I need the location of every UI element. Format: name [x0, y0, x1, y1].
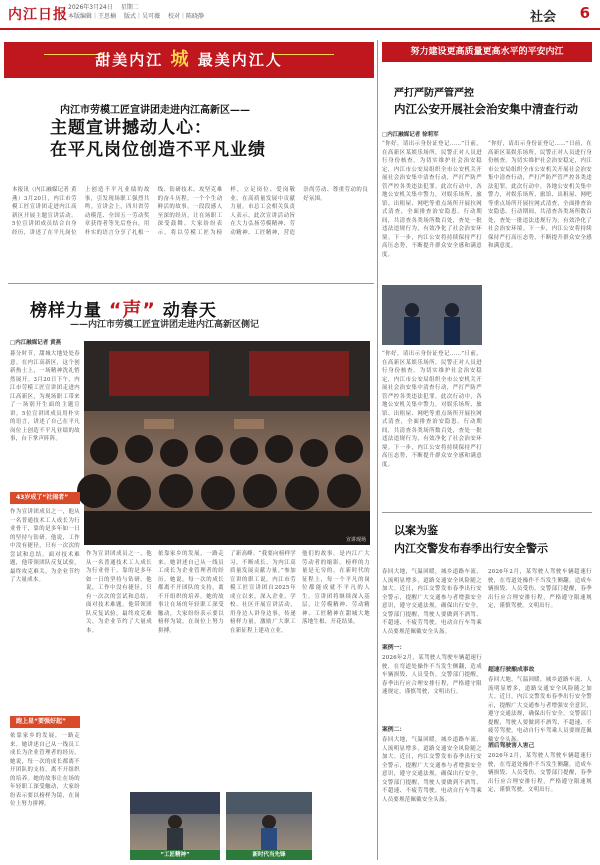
feature-subtitle: ——内江市劳模工匠宣讲团走进内江高新区侧记: [70, 320, 260, 330]
banner-pre: 甜美内江: [95, 51, 164, 69]
traffic-col1: 春回大地，气温回暖，城乡道路车流、人流明显增多，道路交通安全风险随之加大。近日，内江交警发布春季出行安全警示，提醒广大交通参与者增强安全意识，遵守交通法规，确保出行安全。交警部门提醒，驾驶人要做到不酒驾、不超速、不疲劳驾驶，电动自行车驾乘人员要规范佩戴安全头盔。: [382, 569, 482, 635]
photo-caption-bar-2: 新时代当先锋: [226, 850, 312, 860]
traffic-col1b: 2026年2月，某驾驶人驾驶车辆超速行驶，在弯道处操作不当发生侧翻，造成车辆损毁、人员受伤。交警部门提醒，春季出行应合理安排行程，严格遵守限速规定，谨慎驾驶，文明出行。: [382, 655, 482, 695]
lead-kicker: 内江市劳模工匠宣讲团走进内江高新区——: [60, 105, 250, 116]
lecture-photo-1: [130, 792, 220, 850]
lead-body: 本报讯（内江融媒记者 黄燕）3月20日，内江市劳模工匠宣讲团走进内江高新区开展主题宣讲活动。5位宣讲团成员结合自身经历，讲述了在平凡岗位上创造不平凡业绩的故事，引发现场职工强烈共鸣。宣讲会上，四川省劳动模范、全国五一劳动奖章获得者等先后登台，用朴实的语言分享了扎根一线、钻研技术、攻坚克难的奋斗历程。一个个生动鲜活的故事，一段段感人至深的经历，让在场职工深受鼓舞。大家纷纷表示，将以劳模工匠为榜样，立足岗位、爱岗敬业，在高质量发展中贡献力量。市总工会相关负责人表示，此次宣讲活动旨在大力弘扬劳模精神、劳动精神、工匠精神，营造崇尚劳动、尊重劳动的良好氛围。: [12, 187, 368, 236]
police-photo: [382, 285, 482, 345]
audience-photo: [84, 341, 370, 545]
case1-label: [382, 642, 405, 651]
police-col1b: “你好，请出示身份证登记……”日前，在高新区某娱乐场所，民警正对人员进行身份核查。为切实维护社会治安稳定，内江市公安局组织全市公安机关开展社会治安集中清查行动，严打严防严管严控各类违法犯罪。此次行动中，各地公安机关集中警力，对娱乐场所、旅馆、出租屋、网吧等重点场所开展拉网式清查，全面排查治安隐患。行动期间，共清查各类场所数百处，查处一批违法违规行为，有效净化了社会治安环境。下一步，内江公安将持续保持严打高压态势，不断提升群众安全感和满意度。: [382, 351, 482, 468]
photo-caption-bar-1: “工匠精神”: [130, 850, 220, 860]
banner-text: [4, 42, 374, 78]
feature-col1b: 作为宣讲团成员之一，他从一名普通技术工人成长为行业骨干，靠的是多年如一日的坚持与钻研。他说，工作中没有捷径，只有一次次的尝试和总结。面对技术难题，他带领团队反复试验，最终攻克难关，为企业节约了大量成本。: [10, 509, 80, 583]
police-byline: □内江融媒记者 徐莉军: [382, 132, 439, 138]
feature-col2: 作为宣讲团成员之一，他从一名普通技术工人成长为行业骨干，靠的是多年如一日的坚持与钻研。他说，工作中没有捷径，只有一次次的尝试和总结。面对技术难题，他带领团队反复试验，最终攻克难关，为企业节约了大量成本。: [86, 551, 152, 634]
case2-label-text: 案例二：: [382, 727, 406, 733]
page-number: 6: [579, 4, 590, 22]
traffic-col2c: 2026年2月，某驾驶人驾驶车辆超速行驶，在弯道处操作不当发生侧翻，造成车辆损毁、人员受伤。交警部门提醒，春季出行应合理安排行程，严格遵守限速规定，谨慎驾驶，文明出行。: [488, 753, 592, 793]
feature-title-emph: “声”: [108, 299, 156, 321]
lead-title-line1: 主题宣讲撼动人心：: [50, 118, 212, 138]
design-credit: 版式｜吴可薇: [124, 13, 161, 20]
banner-emphasis: 城: [170, 49, 191, 70]
feature-col3: 依靠家乡的发展，一路走来。她讲述自己从一线员工成长为企业管理者的经历。她说，每一次的成长都离不开团队的支持，离不开组织的培养。她的故事让在场的年轻职工深受触动，大家纷纷表示要以榜样为镜，在岗位上努力拼搏。: [158, 551, 224, 634]
editor-credit: 本版编辑｜王思楠: [68, 13, 117, 20]
newspaper-logo: 内江日报: [8, 7, 68, 23]
traffic-title: 内江交警发布春季出行安全警示: [394, 542, 548, 555]
police-col1: “你好，请出示身份证登记……”日前，在高新区某娱乐场所，民警正对人员进行身份核查。为切实维护社会治安稳定，内江市公安局组织全市公安机关开展社会治安集中清查行动，严打严防严管严控各类违法犯罪。此次行动中，各地公安机关集中警力，对娱乐场所、旅馆、出租屋、网吧等重点场所开展拉网式清查，全面排查治安隐患。行动期间，共清查各类场所数百处，查处一批违法违规行为，有效净化了社会治安环境。下一步，内江公安将持续保持严打高压态势，不断提升群众安全感和满意度。: [382, 141, 482, 258]
feature-col1c: 依靠家乡的发展，一路走来。她讲述自己从一线员工成长为企业管理者的经历。她说，每一次的成长都离不开团队的支持，离不开组织的培养。她的故事让在场的年轻职工深受触动，大家纷纷表示要以榜样为镜，在岗位上努力拼搏。: [10, 733, 80, 807]
feature-col5: 他们的故事，是内江广大劳动者的缩影。榜样的力量是无穷的，在新时代的征程上，每一个平凡的岗位都能成就不平凡的人生。宣讲团将继续深入基层，让劳模精神、劳动精神、工匠精神在甜城大地落地生根、开花结果。: [302, 551, 370, 625]
case1-label-text: 案例一：: [382, 645, 406, 651]
right-divider: [382, 512, 592, 513]
right-banner: 努力建设更高质量更高水平的平安内江: [382, 42, 592, 62]
police-kicker: 严打严防严管严控: [394, 88, 474, 99]
feature-subhead-2: 跑上星“要强好起”: [10, 716, 80, 728]
case1-title: 超速行驶酿成事故: [488, 667, 535, 673]
feature-title-post: 动春天: [162, 301, 217, 321]
lecture-scene-1: [130, 792, 220, 850]
traffic-col2b: 春回大地，气温回暖，城乡道路车流、人流明显增多，道路交通安全风险随之加大。近日，内江交警发布春季出行安全警示，提醒广大交通参与者增强安全意识，遵守交通法规，确保出行安全。交警部门提醒，驾驶人要做到不酒驾、不超速、不疲劳驾驶，电动自行车驾乘人员要规范佩戴安全头盔。: [488, 677, 592, 743]
photo-caption: 宣讲现场: [345, 537, 366, 543]
lead-title-line2: 在平凡岗位创造不平凡业绩: [50, 140, 266, 160]
feature-col1: 暮分时节，甜城大地处处春意。在内江高新区，这个创新热土上，一场精神洗礼悄然展开。3月20日下午，内江市劳模工匠宣讲团走进内江高新区，为现场职工带来了一场别开生面的主题宣讲。5位宣讲团成员用朴实的语言，讲述了自己在平凡岗位上创造不平凡业绩的故事，台下掌声阵阵。: [10, 351, 80, 442]
police-title: 内江公安开展社会治安集中清查行动: [394, 102, 578, 116]
lecture-photo-2: [226, 792, 312, 850]
feature-col4: 了新高峰。“我要向榜样学习，不断成长，为内江高质量发展贡献力量。”参加宣讲的职工说。内江市劳模工匠宣讲团自2025年成立以来，深入企业、学校、社区开展宣讲活动，用身边人讲身边事，传递榜样力量，激励广大职工在新征程上建功立业。: [230, 551, 296, 634]
section-divider: [8, 283, 374, 284]
feature-subhead-1: 43岁成了“社闹者”: [10, 492, 80, 504]
police-scene: [382, 285, 482, 345]
issue-weekday: 星期二: [120, 4, 139, 11]
feature-title-pre: 榜样力量: [30, 301, 102, 321]
case2-label: [382, 724, 405, 733]
issue-meta: [68, 3, 212, 21]
case2-title: 酒后驾驶害人害己: [488, 743, 535, 749]
police-col2: “你好，请出示身份证登记……”日前，在高新区某娱乐场所，民警正对人员进行身份核查。为切实维护社会治安稳定，内江市公安局组织全市公安机关开展社会治安集中清查行动，严打严防严管严控各类违法犯罪。此次行动中，各地公安机关集中警力，对娱乐场所、旅馆、出租屋、网吧等重点场所开展拉网式清查，全面排查治安隐患。行动期间，共清查各类场所数百处，查处一批违法违规行为，有效净化了社会治安环境。下一步，内江公安将持续保持严打高压态势，不断提升群众安全感和满意度。: [488, 141, 592, 249]
audience-silhouettes: [84, 341, 370, 545]
banner-post: 最美内江人: [197, 51, 283, 69]
section-name: 社会: [529, 10, 556, 25]
column-banner: [4, 42, 374, 78]
lecture-scene-2: [226, 792, 312, 850]
lead-title: [50, 117, 266, 161]
issue-date: 2026年3月24日: [68, 4, 113, 11]
proof-credit: 校对｜陈晓静: [168, 13, 205, 20]
traffic-col1c: 春回大地，气温回暖，城乡道路车流、人流明显增多，道路交通安全风险随之加大。近日，内江交警发布春季出行安全警示，提醒广大交通参与者增强安全意识，遵守交通法规，确保出行安全。交警部门提醒，驾驶人要做到不酒驾、不超速、不疲劳驾驶，电动自行车驾乘人员要规范佩戴安全头盔。: [382, 737, 482, 803]
column-divider: [377, 40, 378, 860]
feature-byline: □内江融媒记者 黄燕: [10, 340, 62, 346]
traffic-kicker: 以案为鉴: [394, 524, 438, 537]
masthead: [0, 0, 600, 30]
traffic-col2: 2026年2月，某驾驶人驾驶车辆超速行驶，在弯道处操作不当发生侧翻，造成车辆损毁、人员受伤。交警部门提醒，春季出行应合理安排行程，严格遵守限速规定，谨慎驾驶，文明出行。: [488, 569, 592, 609]
